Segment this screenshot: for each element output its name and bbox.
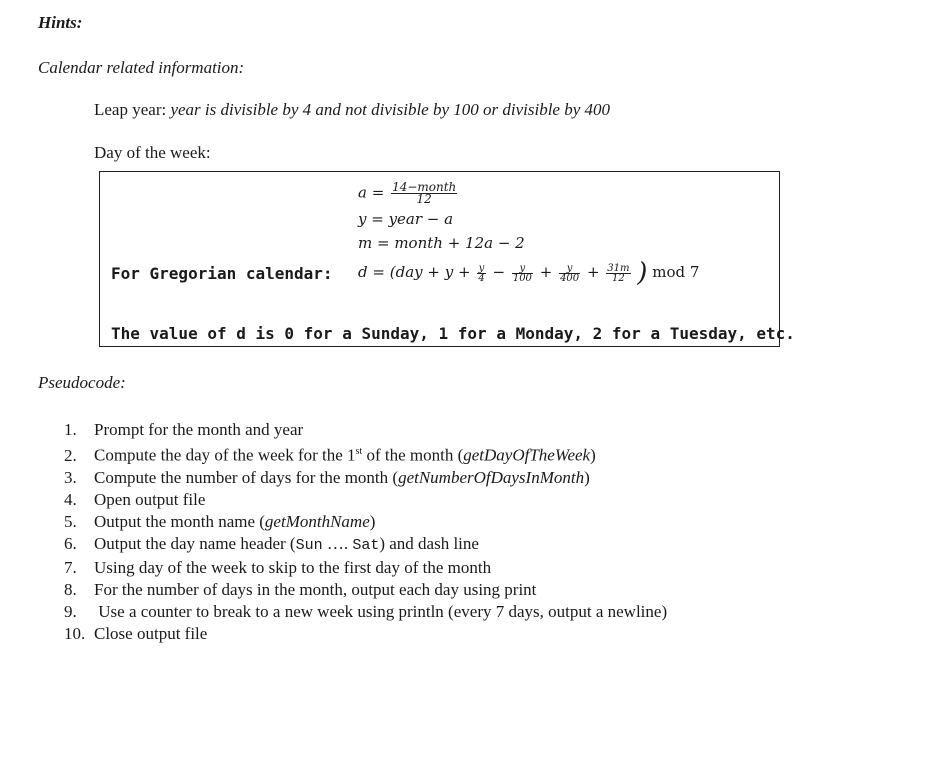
list-item xyxy=(64,623,667,645)
list-item xyxy=(64,467,667,489)
formula-plus-2: + xyxy=(586,263,600,281)
formula-d-close: ) xyxy=(637,258,648,288)
step-text: of the month ( xyxy=(362,445,464,465)
formula-d-open: (day + y + xyxy=(389,263,471,281)
formula-d-frac-400 xyxy=(559,264,580,283)
list-item xyxy=(64,441,667,467)
list-item xyxy=(64,579,667,601)
list-item xyxy=(64,511,667,533)
formula-y: y = year − a xyxy=(358,210,454,228)
list-item xyxy=(64,533,667,557)
frac-y-4-den: 4 xyxy=(478,272,485,284)
step-text: ) xyxy=(584,467,590,487)
step-text: Close output file xyxy=(94,623,208,643)
pseudocode-list xyxy=(64,419,667,645)
step-text: Open output file xyxy=(94,489,206,509)
step-text: ) xyxy=(590,445,596,465)
step-text: Compute the number of days for the month ( xyxy=(94,467,399,487)
formula-note: The value of d is 0 for a Sunday, 1 for a Monday, 2 for a Tuesday, etc. xyxy=(111,324,795,343)
formula-a-fraction xyxy=(391,182,457,205)
step-text: Output the day name header ( xyxy=(94,533,296,553)
step-number: 4. xyxy=(64,489,77,509)
method-name: getMonthName xyxy=(264,511,370,531)
code-sat: Sat xyxy=(352,536,380,554)
step-number: 9. xyxy=(64,601,77,621)
formula-m: m = month + 12a − 2 xyxy=(358,234,525,252)
formula-plus-1: + xyxy=(539,263,553,281)
step-number: 5. xyxy=(64,511,77,531)
step-text: Using day of the week to skip to the first day of the month xyxy=(94,557,492,577)
formula-d-frac-4 xyxy=(477,264,485,283)
list-item xyxy=(64,601,667,623)
formula-d xyxy=(358,258,699,288)
step-number: 8. xyxy=(64,579,77,599)
leap-year-rule: year is divisible by 4 and not divisible by 100 or divisible by 400 xyxy=(170,100,611,119)
formula-mod: mod 7 xyxy=(652,263,700,281)
step-number: 10. xyxy=(64,623,86,643)
formula-d-lhs: d = xyxy=(358,263,385,281)
formula-a xyxy=(358,182,459,205)
step-number: 2. xyxy=(64,445,77,465)
frac-y-4-num: y xyxy=(478,262,485,274)
frac-31m-den: 12 xyxy=(612,272,625,284)
calendar-heading: Calendar related information: xyxy=(38,58,245,77)
frac-y-400-num: y xyxy=(559,264,580,274)
formula-d-frac-100 xyxy=(512,264,533,283)
gregorian-label: For Gregorian calendar: xyxy=(111,264,333,283)
step-text: ) xyxy=(369,511,376,531)
step-number: 6. xyxy=(64,533,77,553)
method-name: getNumberOfDaysInMonth xyxy=(398,467,585,487)
pseudocode-heading: Pseudocode: xyxy=(38,373,126,392)
step-dots: …. xyxy=(322,533,353,553)
frac-y-100-num: y xyxy=(512,264,533,274)
step-text: Prompt for the month and year xyxy=(94,420,304,439)
step-superscript: st xyxy=(355,446,363,457)
leap-year-label: Leap year: xyxy=(94,100,167,119)
hints-title: Hints: xyxy=(38,13,83,32)
formula-a-denominator: 12 xyxy=(416,192,432,206)
step-text: Output the month name ( xyxy=(94,511,265,531)
leap-year-line xyxy=(94,100,610,120)
step-number: 7. xyxy=(64,557,77,577)
formula-a-lhs: a = xyxy=(358,183,385,202)
step-number: 1. xyxy=(64,420,77,439)
list-item xyxy=(64,419,667,441)
step-text: Use a counter to break to a new week using println (every 7 days, output a newline) xyxy=(94,601,668,621)
frac-y-100-den: 100 xyxy=(512,272,532,284)
formula-a-numerator: 14−month xyxy=(392,180,457,194)
formula-minus: − xyxy=(492,263,506,281)
formula-box xyxy=(99,171,795,347)
step-text: For the number of days in the month, output each day using print xyxy=(94,579,537,599)
frac-31m-num: 31m xyxy=(607,262,630,274)
list-item xyxy=(64,557,667,579)
day-of-week-label: Day of the week: xyxy=(94,143,211,162)
method-name: getDayOfTheWeek xyxy=(463,445,591,465)
frac-y-400-den: 400 xyxy=(560,272,580,284)
step-text: ) and dash line xyxy=(379,533,479,553)
list-item xyxy=(64,489,667,511)
step-text: Compute the day of the week for the 1 xyxy=(94,445,356,465)
step-number: 3. xyxy=(64,467,77,487)
formula-d-frac-31m xyxy=(606,264,630,283)
code-sun: Sun xyxy=(295,536,323,554)
